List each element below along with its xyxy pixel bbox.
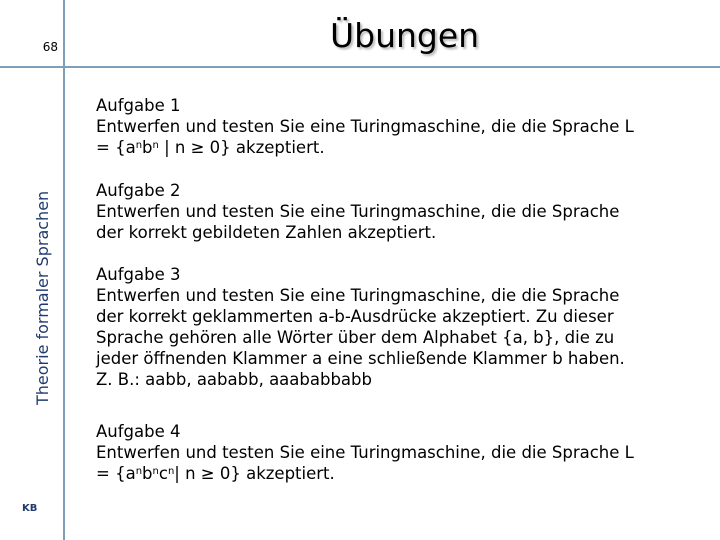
task-heading: Aufgabe 3 [96,265,181,284]
task-text: Entwerfen und testen Sie eine Turingmaschine, die die Sprache [96,202,620,221]
task-formula [96,463,696,484]
task-formula [96,137,696,158]
formula-text: c [158,464,168,483]
horizontal-divider [0,66,720,68]
formula-exponent: n [167,466,175,477]
task-1 [96,95,696,158]
vertical-divider [63,0,65,540]
task-text: Entwerfen und testen Sie eine Turingmaschine, die die Sprache [96,286,620,305]
formula-text: = {a [96,138,136,157]
task-heading: Aufgabe 1 [96,96,181,115]
side-label: Theorie formaler Sprachen [33,190,52,405]
formula-text: b [142,138,153,157]
formula-text: | n ≥ 0} akzeptiert. [174,464,335,483]
task-text: Entwerfen und testen Sie eine Turingmaschine, die die Sprache L [96,117,634,136]
formula-text: = {a [96,464,136,483]
formula-text: | n ≥ 0} akzeptiert. [158,138,325,157]
task-text: Z. B.: aabb, aababb, aaababbabb [96,370,372,389]
task-text: Sprache gehören alle Wörter über dem Alphabet {a, b}, die zu [96,328,615,347]
task-3 [96,264,696,390]
task-text: der korrekt gebildeten Zahlen akzeptiert. [96,223,437,242]
task-text: Entwerfen und testen Sie eine Turingmaschine, die die Sprache L [96,443,634,462]
formula-exponent: n [135,466,143,477]
task-4 [96,421,696,484]
formula-exponent: n [152,466,159,477]
formula-exponent: n [135,140,143,151]
task-heading: Aufgabe 4 [96,422,181,441]
footer-initials: KB [22,503,38,514]
task-2 [96,180,696,243]
slide-title: Übungen [330,16,480,55]
formula-exponent: n [152,140,159,151]
page-number: 68 [42,40,58,54]
task-text: jeder öffnenden Klammer a eine schließende Klammer b haben. [96,349,625,368]
formula-text: b [142,464,153,483]
task-heading: Aufgabe 2 [96,181,181,200]
task-text: der korrekt geklammerten a-b-Ausdrücke akzeptiert. Zu dieser [96,307,614,326]
